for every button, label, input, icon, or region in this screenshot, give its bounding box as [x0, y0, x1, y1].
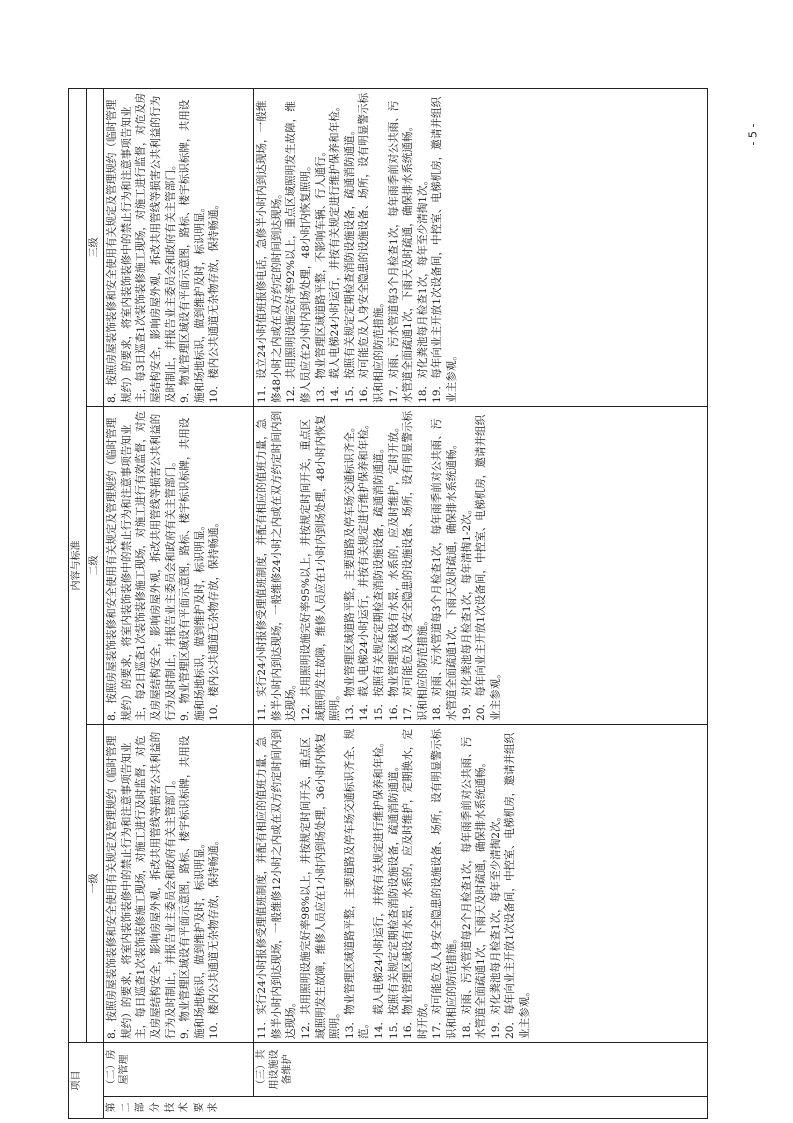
page-number: - 5 - — [746, 123, 760, 146]
list-item: 15．按照有关规定定期检查消防设施设备，疏通消防通道。 — [343, 124, 356, 403]
list-item: 11．实行24小时报修受理值班制度，并配有相应的值班力量，急修半小时内到达现场，一般维修24小时之内或在双方约定时间内到达现场。 — [256, 410, 298, 721]
level2-cell-house — [104, 407, 254, 725]
list-item: 11．实行24小时报修受理值班制度，并配有相应的值班力量，急修半小时内到达现场，一般维修12小时之内或在双方约定时间内到达现场。 — [256, 728, 298, 1039]
subsection-title-house: （二）房屋管理 — [104, 1043, 254, 1097]
list-item: 10．楼内公共通道无杂物存放，保持畅通。 — [208, 834, 221, 1039]
list-item: 17．对可能危及人身安全隐患的设施设备、场所，设有明显警示标识和相应的防范措施。 — [402, 410, 429, 721]
list-item: 18．对雨、污水管道每3个月检查1次，每年雨季前对公共雨、污水管道全面疏通1次，下雨天及时疏通，确保排水系统通畅。 — [431, 418, 458, 721]
table-row-house-management — [104, 89, 254, 1119]
list-item: 9．物业管理区域设有平面示意图，路标、楼宇标识标牌，共用设施和场地标识，做到维护及时，标识明显。 — [179, 99, 206, 403]
subsection-title-facility: （三）共用设施设备维护 — [254, 1043, 708, 1097]
list-item: 13．物业管理区域道路平整，不影响车辆、行人通行。 — [314, 145, 327, 403]
list-item: 20．每年向业主开放1次设备间，中控室、电梯机房，邀请并组织业主参观。 — [475, 414, 502, 721]
list-item: 13．物业管理区域道路平整，主要道路及停车场交通标识齐全、规范。 — [343, 728, 371, 1039]
list-item: 8．按照房屋装饰装修和安全使用有关规定及管理规约（临时管理规约）的要求，将室内装饰装修中的禁止行为和注意事项告知业主，每2日巡查1次装饰装修施工现场，对施工进行有效监督，对危及房屋结构安全，影响房屋外观，拆改共用管线等损害公共利益的行为及时制止，并报告业主委员会和政府有关主管部门。 — [106, 410, 177, 721]
list-item: 19．对化粪池每月检查1次，每年至少清掏2次。 — [489, 810, 502, 1039]
list-item: 12．共用照明设施完好率98%以上，并按规定时间开关，重点区域照明发生故障，维修人员应在1小时内到场处理，36小时内恢复照明。 — [299, 732, 342, 1039]
list-item: 16．物业管理区域设有水景，水系的，应及时维护，定期换水，定时开放。 — [402, 728, 429, 1039]
rotated-table-wrapper — [68, 89, 708, 1119]
list-item: 16．对可能危及人身安全隐患的设施设备、场所，设有明显警示标识和相应的防范措施。 — [358, 92, 385, 403]
list-item: 13．物业管理区域道路平整，主要道路及停车场交通标识齐全。 — [343, 421, 356, 721]
list-item: 18．对雨、污水管道每2个月检查1次，每年雨季前对公共雨、污水管道全面疏通1次，下雨天及时疏通，确保排水系统通畅。 — [460, 736, 488, 1039]
category-label: 第二部分 — [106, 1102, 161, 1113]
category-tail-label: 技术要求 — [164, 1102, 220, 1113]
list-item: 17．对雨、污水管道每3个月检查1次，每年雨季前对公共雨、污水管道全面疏通1次，下雨天及时疏通，确保排水系统通畅。 — [387, 100, 415, 403]
list-item: 8．按照房屋装饰装修和安全使用有关规定及管理规约（临时管理规约）的要求，将室内装饰装修中的禁止行为和注意事项告知业主，每3日巡查1次装饰装修施工现场，对施工进行监督，对危及房屋结构安全，影响房屋外观，拆改共用管线等损害公共利益的行为及时制止，并报告业主委员会和政府有关主管部门。 — [106, 92, 177, 403]
level1-cell-house — [104, 725, 254, 1043]
list-item: 11．设立24小时值班报修电话，急修半小时内到达现场，一般维修48小时之内或在双方约定的时间到达现场。 — [256, 100, 283, 403]
list-item: 10．楼内公共通道无杂物存放，保持畅通。 — [208, 516, 221, 721]
list-item: 15．按照有关规定定期检查消防设施设备，疏通消防通道。 — [387, 760, 400, 1039]
standards-table — [68, 88, 708, 1119]
table-row-facility-maintenance — [254, 89, 708, 1119]
list-item: 16．物业管理区域设有水景，水系的，应及时维护，定时开放。 — [387, 421, 400, 721]
list-item: 9．物业管理区域设有平面示意图，路标、楼宇标识标牌，共用设施和场地标识，做到维护及时，标识明显。 — [179, 417, 206, 721]
table-header-row-2 — [86, 89, 104, 1119]
list-item: 14．载人电梯24小时运行，并按有关规定进行维护保养和年检。 — [358, 418, 371, 721]
list-item: 18．对化粪池每月检查1次，每年至少清掏1次。 — [416, 174, 429, 403]
list-item: 14．载人电梯24小时运行，并按有关规定进行维护保养和年检。 — [329, 100, 342, 403]
level3-cell-facility — [254, 89, 708, 407]
header-level1: 一级 — [86, 725, 104, 1043]
list-item: 20．每年向业主开放1次设备间，中控室、电梯机房，邀请并组织业主参观。 — [504, 732, 531, 1039]
list-item: 19．每年向业主开放1次设备间，中控室、电梯机房，邀请并组织业主参观。 — [431, 96, 458, 403]
list-item: 8．按照房屋装饰装修和安全使用有关规定及管理规约（临时管理规约）的要求，将室内装饰装修中的禁止行为和注意事项告知业主，每日巡查1次装饰装修施工现场，对施工进行及时监督，对危及房屋结构安全，影响房屋外观，拆改共用管线等损害公共利益的行为及时制止，并报告业主委员会和政府有关主管部门。 — [106, 731, 177, 1039]
level2-cell-facility — [254, 407, 708, 725]
list-item: 15．按照有关规定定期检查消防设施设备，疏通消防通道。 — [372, 442, 385, 721]
header-project: 项目 — [69, 1043, 104, 1119]
table-header-row-1 — [69, 89, 87, 1119]
list-item: 12．共用照明设施完好率95%以上，并按规定时间开关，重点区域照明发生故障，维修人员应在1小时内到场处理，48小时内恢复照明。 — [299, 414, 342, 721]
list-item: 10．楼内公共通道无杂物存放，保持畅通。 — [208, 198, 221, 403]
list-item: 17．对可能危及人身安全隐患的设施设备、场所，设有明显警示标识和相应的防范措施。 — [431, 728, 458, 1039]
header-content-standard: 内容与标准 — [69, 89, 87, 1043]
level1-cell-facility — [254, 725, 708, 1043]
list-item: 19．对化粪池每月检查1次，每年清掏1-2次。 — [460, 503, 473, 721]
header-level3: 三级 — [86, 89, 104, 407]
list-item: 9．物业管理区域设有平面示意图，路标、楼宇标识标牌，共用设施和场地标识，做到维护及时，标识明显。 — [179, 735, 206, 1039]
header-level2: 二级 — [86, 407, 104, 725]
list-item: 12．共用照明设施完好率92%以上，重点区域照明发生故障，维修人员应在2小时内到场处理，48小时内恢复照明。 — [285, 101, 312, 403]
level3-cell-house — [104, 89, 254, 407]
list-item: 14．载人电梯24小时运行，并按有关规定进行维护保养和年检。 — [372, 736, 385, 1039]
category-cell — [104, 1097, 708, 1119]
